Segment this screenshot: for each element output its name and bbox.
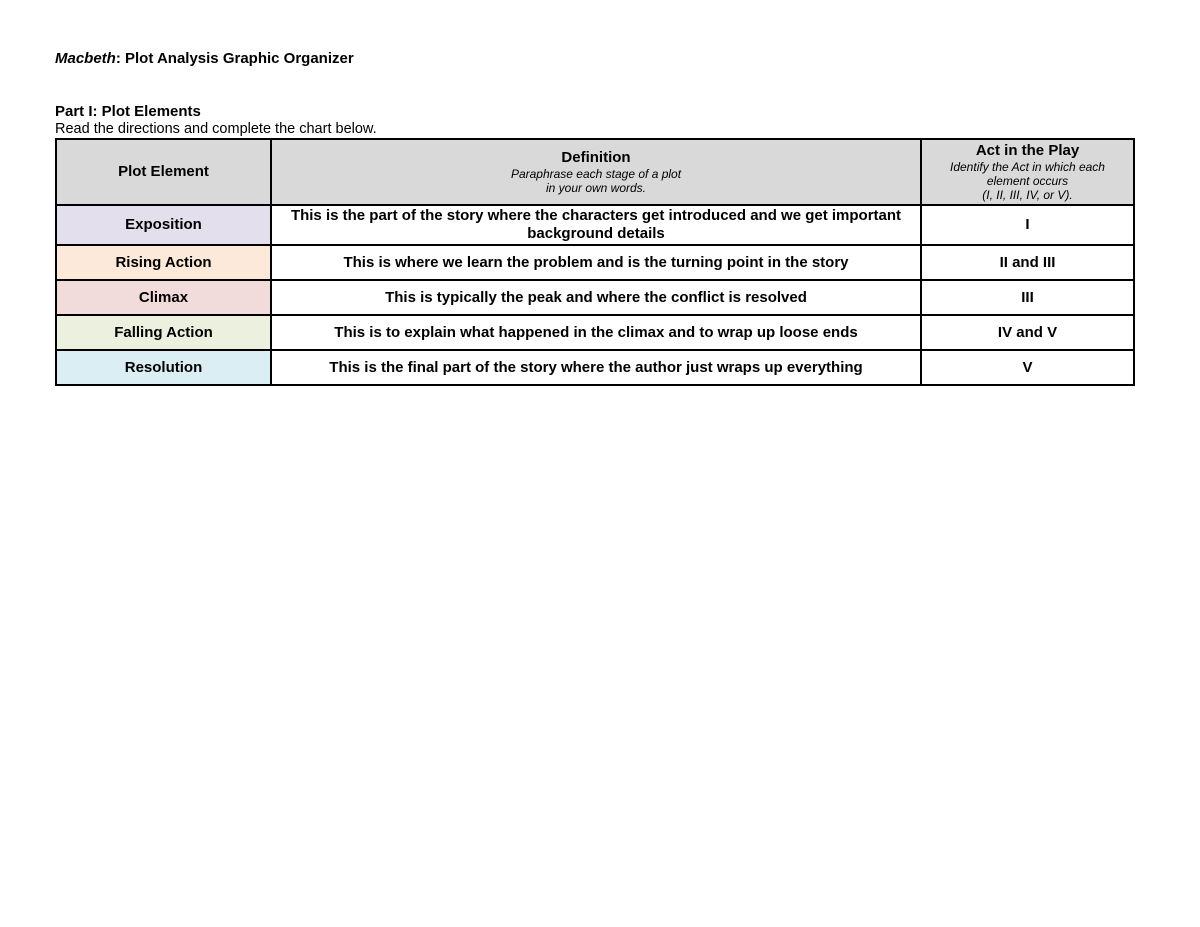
header-definition-sub-2: in your own words.	[545, 181, 647, 195]
plot-element-cell: Climax	[56, 280, 271, 315]
document-page	[55, 50, 1133, 386]
directions-text: Read the directions and complete the chart below.	[55, 121, 377, 137]
header-plot-element	[56, 139, 271, 205]
header-definition-label: Definition	[561, 149, 631, 166]
table-row	[56, 245, 1134, 280]
header-act-sub-2: element occurs	[986, 174, 1069, 188]
act-cell: IV and V	[921, 315, 1134, 350]
plot-elements-table	[55, 138, 1135, 386]
header-definition-sub-1: Paraphrase each stage of a plot	[510, 167, 682, 181]
table-row	[56, 280, 1134, 315]
title-italic: Macbeth	[55, 50, 116, 67]
act-cell: II and III	[921, 245, 1134, 280]
act-cell: V	[921, 350, 1134, 385]
header-plot-element-label: Plot Element	[118, 163, 209, 180]
header-act-label: Act in the Play	[975, 142, 1080, 159]
document-title	[55, 50, 1133, 68]
plot-element-cell: Resolution	[56, 350, 271, 385]
definition-cell: This is the final part of the story where the author just wraps up everything	[271, 350, 921, 385]
definition-cell: This is where we learn the problem and is the turning point in the story	[271, 245, 921, 280]
header-act-sub-1: Identify the Act in which each	[950, 160, 1105, 174]
definition-cell: This is to explain what happened in the climax and to wrap up loose ends	[271, 315, 921, 350]
table-row	[56, 205, 1134, 245]
act-cell: I	[921, 205, 1134, 245]
table-row	[56, 315, 1134, 350]
plot-element-cell: Exposition	[56, 205, 271, 245]
definition-cell: This is typically the peak and where the conflict is resolved	[271, 280, 921, 315]
table-header-row	[56, 139, 1134, 205]
part-title: Part I: Plot Elements	[55, 103, 201, 120]
title-rest: : Plot Analysis Graphic Organizer	[115, 50, 354, 67]
table-row	[56, 350, 1134, 385]
definition-cell: This is the part of the story where the characters get introduced and we get important background details	[271, 205, 921, 245]
header-act	[921, 139, 1134, 205]
act-cell: III	[921, 280, 1134, 315]
header-act-sub-3: (I, II, III, IV, or V).	[982, 188, 1073, 202]
plot-element-cell: Falling Action	[56, 315, 271, 350]
plot-element-cell: Rising Action	[56, 245, 271, 280]
header-definition	[271, 139, 921, 205]
